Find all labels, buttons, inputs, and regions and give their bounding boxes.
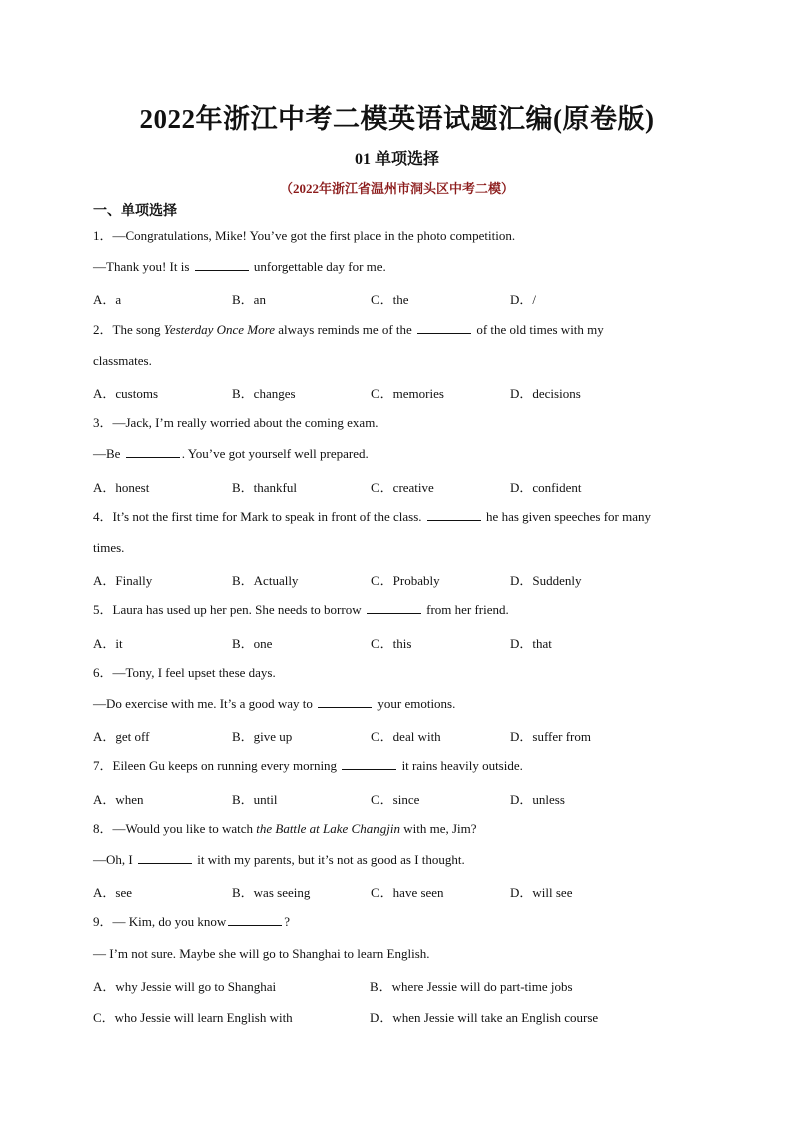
question-text: ? [284, 914, 291, 929]
answer-option: B．an [232, 292, 266, 307]
question-line [93, 820, 477, 838]
answer-option: C．who Jessie will learn English with [93, 1010, 293, 1025]
answer-option: D．unless [510, 792, 565, 807]
answer-option: B．Actually [232, 573, 299, 588]
question-text: with me, Jim? [399, 821, 477, 836]
question-line [93, 945, 430, 963]
answer-option: A．see [93, 885, 132, 900]
question-line [93, 445, 369, 463]
question-line [93, 352, 152, 370]
answer-blank [228, 913, 282, 926]
question-text: —Thank you! It is [93, 259, 193, 274]
question-text: it rains heavily outside. [398, 758, 523, 773]
answer-option: B．one [232, 636, 273, 651]
answer-blank [367, 601, 421, 614]
question-text: —Be [93, 446, 124, 461]
question-line [93, 695, 455, 713]
question-text: 5．Laura has used up her pen. She needs to borrow [93, 602, 365, 617]
question-text: your emotions. [374, 696, 456, 711]
answer-option: B．give up [232, 729, 293, 744]
question-line [93, 414, 379, 432]
answer-option: C．memories [371, 386, 444, 401]
answer-option: A．a [93, 292, 122, 307]
answer-blank [195, 258, 249, 271]
question-text: classmates. [93, 353, 152, 368]
question-text: 3．—Jack, I’m really worried about the coming exam. [93, 415, 379, 430]
answer-option: B．until [232, 792, 278, 807]
answer-option: D．decisions [510, 386, 581, 401]
answer-option: D．/ [510, 292, 537, 307]
answer-option: A．customs [93, 386, 159, 401]
question-text: 2．The song [93, 322, 164, 337]
answer-blank [417, 321, 471, 334]
answer-option: A．honest [93, 480, 150, 495]
answer-option: A．when [93, 792, 144, 807]
answer-option: D．confident [510, 480, 582, 495]
question-text: 4．It’s not the first time for Mark to speak in front of the class. [93, 509, 425, 524]
question-text: unforgettable day for me. [250, 259, 386, 274]
answer-option: B．where Jessie will do part-time jobs [370, 979, 573, 994]
question-text: — I’m not sure. Maybe she will go to Shanghai to learn English. [93, 946, 430, 961]
answer-blank [126, 445, 180, 458]
question-line [93, 508, 651, 526]
section-subtitle: 01 单项选择 [354, 151, 439, 168]
exam-source: （2022年浙江省温州市洞头区中考二模） [279, 181, 514, 196]
answer-option: C．this [371, 636, 412, 651]
answer-option: B．changes [232, 386, 296, 401]
answer-option: D．suffer from [510, 729, 591, 744]
answer-option: C．creative [371, 480, 434, 495]
answer-option: A．Finally [93, 573, 153, 588]
answer-option: D．Suddenly [510, 573, 582, 588]
question-line [93, 539, 124, 557]
answer-option: D．will see [510, 885, 573, 900]
question-text: 7．Eileen Gu keeps on running every morning [93, 758, 341, 773]
document-title: 2022年浙江中考二模英语试题汇编(原卷版) [139, 104, 655, 134]
question-text: 1．—Congratulations, Mike! You’ve got the first place in the photo competition. [93, 228, 516, 243]
question-text: from her friend. [422, 602, 509, 617]
answer-option: A．get off [93, 729, 150, 744]
question-text: . You’ve got yourself well prepared. [181, 446, 369, 461]
question-text: 6．—Tony, I feel upset these days. [93, 665, 276, 680]
answer-option: D．that [510, 636, 552, 651]
answer-option: A．why Jessie will go to Shanghai [93, 979, 277, 994]
section-heading: 一、单项选择 [93, 204, 177, 219]
title-text: Yesterday Once More [163, 322, 275, 337]
question-text: he has given speeches for many [482, 509, 652, 524]
title-text: the Battle at Lake Changjin [256, 821, 400, 836]
answer-option: B．was seeing [232, 885, 311, 900]
question-line [93, 601, 509, 619]
question-text: —Do exercise with me. It’s a good way to [93, 696, 317, 711]
question-text: it with my parents, but it’s not as good as I thought. [193, 852, 465, 867]
answer-option: C．since [371, 792, 420, 807]
answer-option: A．it [93, 636, 123, 651]
answer-option: D．when Jessie will take an English course [370, 1010, 599, 1025]
question-line [93, 321, 604, 339]
question-text: 9．— Kim, do you know [93, 914, 227, 929]
question-text: of the old times with my [473, 322, 604, 337]
question-line [93, 227, 515, 245]
question-text: 8．—Would you like to watch [93, 821, 257, 836]
question-line [93, 258, 386, 276]
question-line [93, 913, 290, 931]
answer-blank [342, 757, 396, 770]
question-line [93, 851, 465, 869]
answer-blank [427, 508, 481, 521]
answer-option: C．deal with [371, 729, 441, 744]
question-text: times. [93, 540, 125, 555]
question-line [93, 664, 276, 682]
answer-option: B．thankful [232, 480, 297, 495]
question-line [93, 757, 523, 775]
question-text: always reminds me of the [274, 322, 416, 337]
answer-option: C．have seen [371, 885, 444, 900]
answer-option: C．the [371, 292, 409, 307]
answer-option: C．Probably [371, 573, 440, 588]
answer-blank [318, 695, 372, 708]
answer-blank [138, 851, 192, 864]
question-text: —Oh, I [93, 852, 136, 867]
